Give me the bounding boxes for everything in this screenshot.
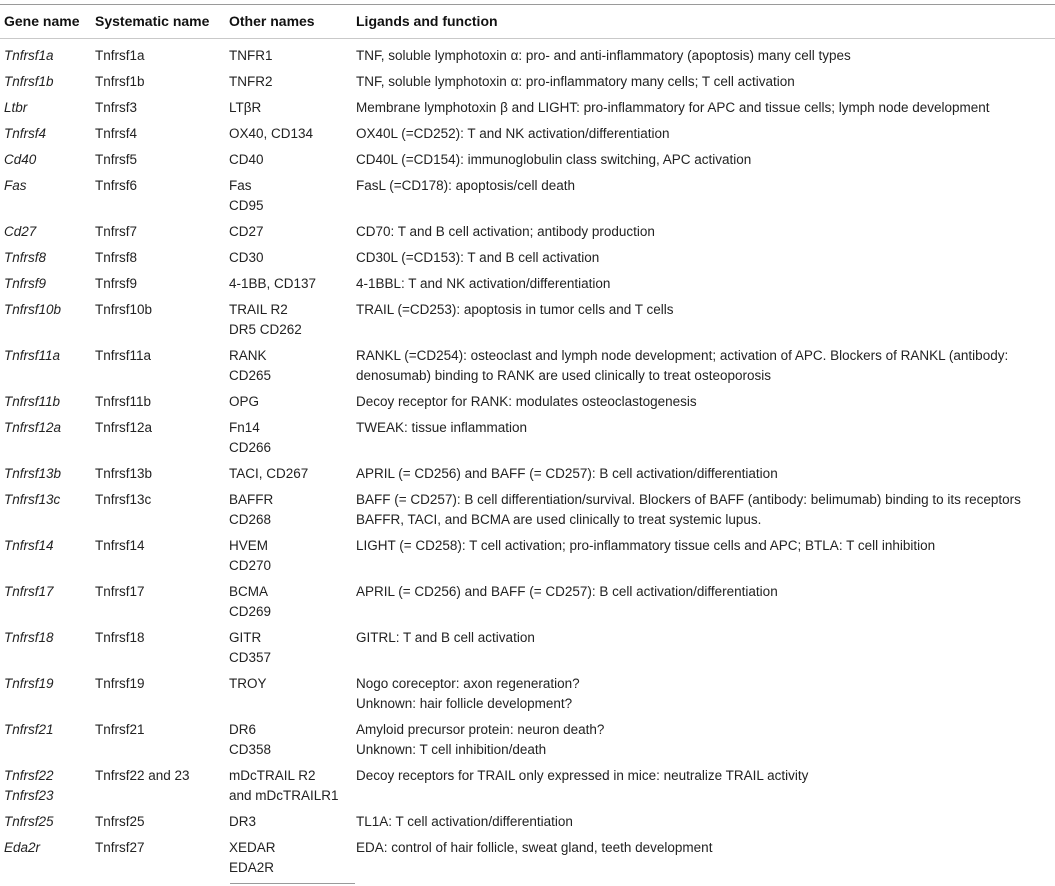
gene-name-cell: Tnfrsf21 [4, 722, 54, 737]
systematic-name-cell: Tnfrsf22 and 23 [95, 768, 190, 783]
other-names-cell: DR6 CD358 [229, 722, 272, 757]
other-names-cell: TACI, CD267 [229, 466, 309, 481]
ligands-function-cell: Amyloid precursor protein: neuron death? Unknown: T cell inhibition/death [356, 722, 605, 757]
systematic-name-cell: Tnfrsf13c [95, 492, 152, 507]
systematic-name-cell: Tnfrsf11a [95, 348, 152, 363]
other-names-cell: CD30 [229, 250, 264, 265]
systematic-name-cell: Tnfrsf21 [95, 722, 145, 737]
other-names-cell: BAFFR CD268 [229, 492, 274, 527]
ligands-function-cell: CD70: T and B cell activation; antibody production [356, 224, 655, 239]
other-names-cell: XEDAR EDA2R [229, 840, 276, 875]
table-header-rule [0, 38, 1055, 39]
ligands-function-cell: OX40L (=CD252): T and NK activation/differentiation [356, 126, 670, 141]
table-bottom-rule [230, 883, 355, 884]
header-gene-name: Gene name [4, 13, 80, 29]
systematic-name-cell: Tnfrsf3 [95, 100, 138, 115]
ligands-function-cell: TNF, soluble lymphotoxin α: pro-inflammatory many cells; T cell activation [356, 74, 795, 89]
ligands-function-cell: TWEAK: tissue inflammation [356, 420, 528, 435]
other-names-cell: TNFR1 [229, 48, 273, 63]
gene-name-cell: Cd40 [4, 152, 37, 167]
other-names-cell: HVEM CD270 [229, 538, 272, 573]
systematic-name-cell: Tnfrsf19 [95, 676, 145, 691]
other-names-cell: mDcTRAIL R2 and mDcTRAILR1 [229, 768, 339, 803]
other-names-cell: CD27 [229, 224, 264, 239]
gene-name-cell: Tnfrsf1b [4, 74, 54, 89]
gene-name-cell: Tnfrsf11a [4, 348, 61, 363]
other-names-cell: TRAIL R2 DR5 CD262 [229, 302, 302, 337]
other-names-cell: GITR CD357 [229, 630, 272, 665]
ligands-function-cell: Nogo coreceptor: axon regeneration? Unknown: hair follicle development? [356, 676, 580, 711]
ligands-function-cell: BAFF (= CD257): B cell differentiation/survival. Blockers of BAFF (antibody: belimumab) binding to its receptors BAFFR, TACI, and BCMA are used clinically to treat systemic lupus. [356, 492, 1021, 527]
other-names-cell: DR3 [229, 814, 257, 829]
gene-name-cell: Tnfrsf22 Tnfrsf23 [4, 768, 54, 803]
header-other-names: Other names [229, 13, 315, 29]
other-names-cell: Fas CD95 [229, 178, 264, 213]
systematic-name-cell: Tnfrsf4 [95, 126, 138, 141]
other-names-cell: 4-1BB, CD137 [229, 276, 317, 291]
ligands-function-cell: GITRL: T and B cell activation [356, 630, 535, 645]
ligands-function-cell: Membrane lymphotoxin β and LIGHT: pro-inflammatory for APC and tissue cells; lymph node development [356, 100, 990, 115]
other-names-cell: RANK CD265 [229, 348, 272, 383]
gene-name-cell: Cd27 [4, 224, 37, 239]
ligands-function-cell: 4-1BBL: T and NK activation/differentiation [356, 276, 611, 291]
table-top-rule [0, 4, 1055, 5]
gene-name-cell: Tnfrsf8 [4, 250, 47, 265]
header-ligands-function: Ligands and function [356, 13, 498, 29]
gene-name-cell: Tnfrsf12a [4, 420, 62, 435]
ligands-function-cell: TNF, soluble lymphotoxin α: pro- and anti-inflammatory (apoptosis) many cell types [356, 48, 851, 63]
other-names-cell: TNFR2 [229, 74, 273, 89]
systematic-name-cell: Tnfrsf1a [95, 48, 145, 63]
other-names-cell: Fn14 CD266 [229, 420, 272, 455]
other-names-cell: LTβR [229, 100, 262, 115]
systematic-name-cell: Tnfrsf6 [95, 178, 138, 193]
systematic-name-cell: Tnfrsf5 [95, 152, 138, 167]
ligands-function-cell: Decoy receptor for RANK: modulates osteoclastogenesis [356, 394, 697, 409]
gene-name-cell: Tnfrsf10b [4, 302, 62, 317]
gene-name-cell: Tnfrsf17 [4, 584, 54, 599]
other-names-cell: OPG [229, 394, 260, 409]
gene-name-cell: Tnfrsf19 [4, 676, 54, 691]
header-systematic-name: Systematic name [95, 13, 210, 29]
gene-name-cell: Tnfrsf13c [4, 492, 61, 507]
systematic-name-cell: Tnfrsf18 [95, 630, 145, 645]
other-names-cell: OX40, CD134 [229, 126, 314, 141]
ligands-function-cell: APRIL (= CD256) and BAFF (= CD257): B cell activation/differentiation [356, 584, 778, 599]
gene-name-cell: Tnfrsf18 [4, 630, 54, 645]
systematic-name-cell: Tnfrsf8 [95, 250, 138, 265]
gene-name-cell: Tnfrsf1a [4, 48, 54, 63]
systematic-name-cell: Tnfrsf11b [95, 394, 152, 409]
systematic-name-cell: Tnfrsf7 [95, 224, 138, 239]
gene-name-cell: Ltbr [4, 100, 28, 115]
systematic-name-cell: Tnfrsf13b [95, 466, 153, 481]
gene-name-cell: Tnfrsf13b [4, 466, 62, 481]
ligands-function-cell: EDA: control of hair follicle, sweat gland, teeth development [356, 840, 713, 855]
ligands-function-cell: FasL (=CD178): apoptosis/cell death [356, 178, 575, 193]
systematic-name-cell: Tnfrsf14 [95, 538, 145, 553]
ligands-function-cell: LIGHT (= CD258): T cell activation; pro-inflammatory tissue cells and APC; BTLA: T cell inhibition [356, 538, 936, 553]
ligands-function-cell: Decoy receptors for TRAIL only expressed in mice: neutralize TRAIL activity [356, 768, 809, 783]
systematic-name-cell: Tnfrsf17 [95, 584, 145, 599]
systematic-name-cell: Tnfrsf12a [95, 420, 153, 435]
systematic-name-cell: Tnfrsf10b [95, 302, 153, 317]
systematic-name-cell: Tnfrsf27 [95, 840, 145, 855]
other-names-cell: BCMA CD269 [229, 584, 272, 619]
ligands-function-cell: TL1A: T cell activation/differentiation [356, 814, 573, 829]
systematic-name-cell: Tnfrsf9 [95, 276, 138, 291]
gene-name-cell: Eda2r [4, 840, 41, 855]
gene-name-cell: Tnfrsf9 [4, 276, 47, 291]
gene-name-cell: Tnfrsf11b [4, 394, 61, 409]
ligands-function-cell: CD30L (=CD153): T and B cell activation [356, 250, 600, 265]
gene-name-cell: Tnfrsf25 [4, 814, 54, 829]
systematic-name-cell: Tnfrsf1b [95, 74, 145, 89]
ligands-function-cell: CD40L (=CD154): immunoglobulin class switching, APC activation [356, 152, 752, 167]
ligands-function-cell: TRAIL (=CD253): apoptosis in tumor cells and T cells [356, 302, 674, 317]
ligands-function-cell: APRIL (= CD256) and BAFF (= CD257): B cell activation/differentiation [356, 466, 778, 481]
ligands-function-cell: RANKL (=CD254): osteoclast and lymph node development; activation of APC. Blockers of RANKL (antibody: denosumab) binding to RANK are used clinically to treat osteoporosis [356, 348, 1009, 383]
other-names-cell: TROY [229, 676, 267, 691]
gene-name-cell: Tnfrsf4 [4, 126, 47, 141]
gene-name-cell: Fas [4, 178, 27, 193]
other-names-cell: CD40 [229, 152, 264, 167]
gene-name-cell: Tnfrsf14 [4, 538, 54, 553]
systematic-name-cell: Tnfrsf25 [95, 814, 145, 829]
